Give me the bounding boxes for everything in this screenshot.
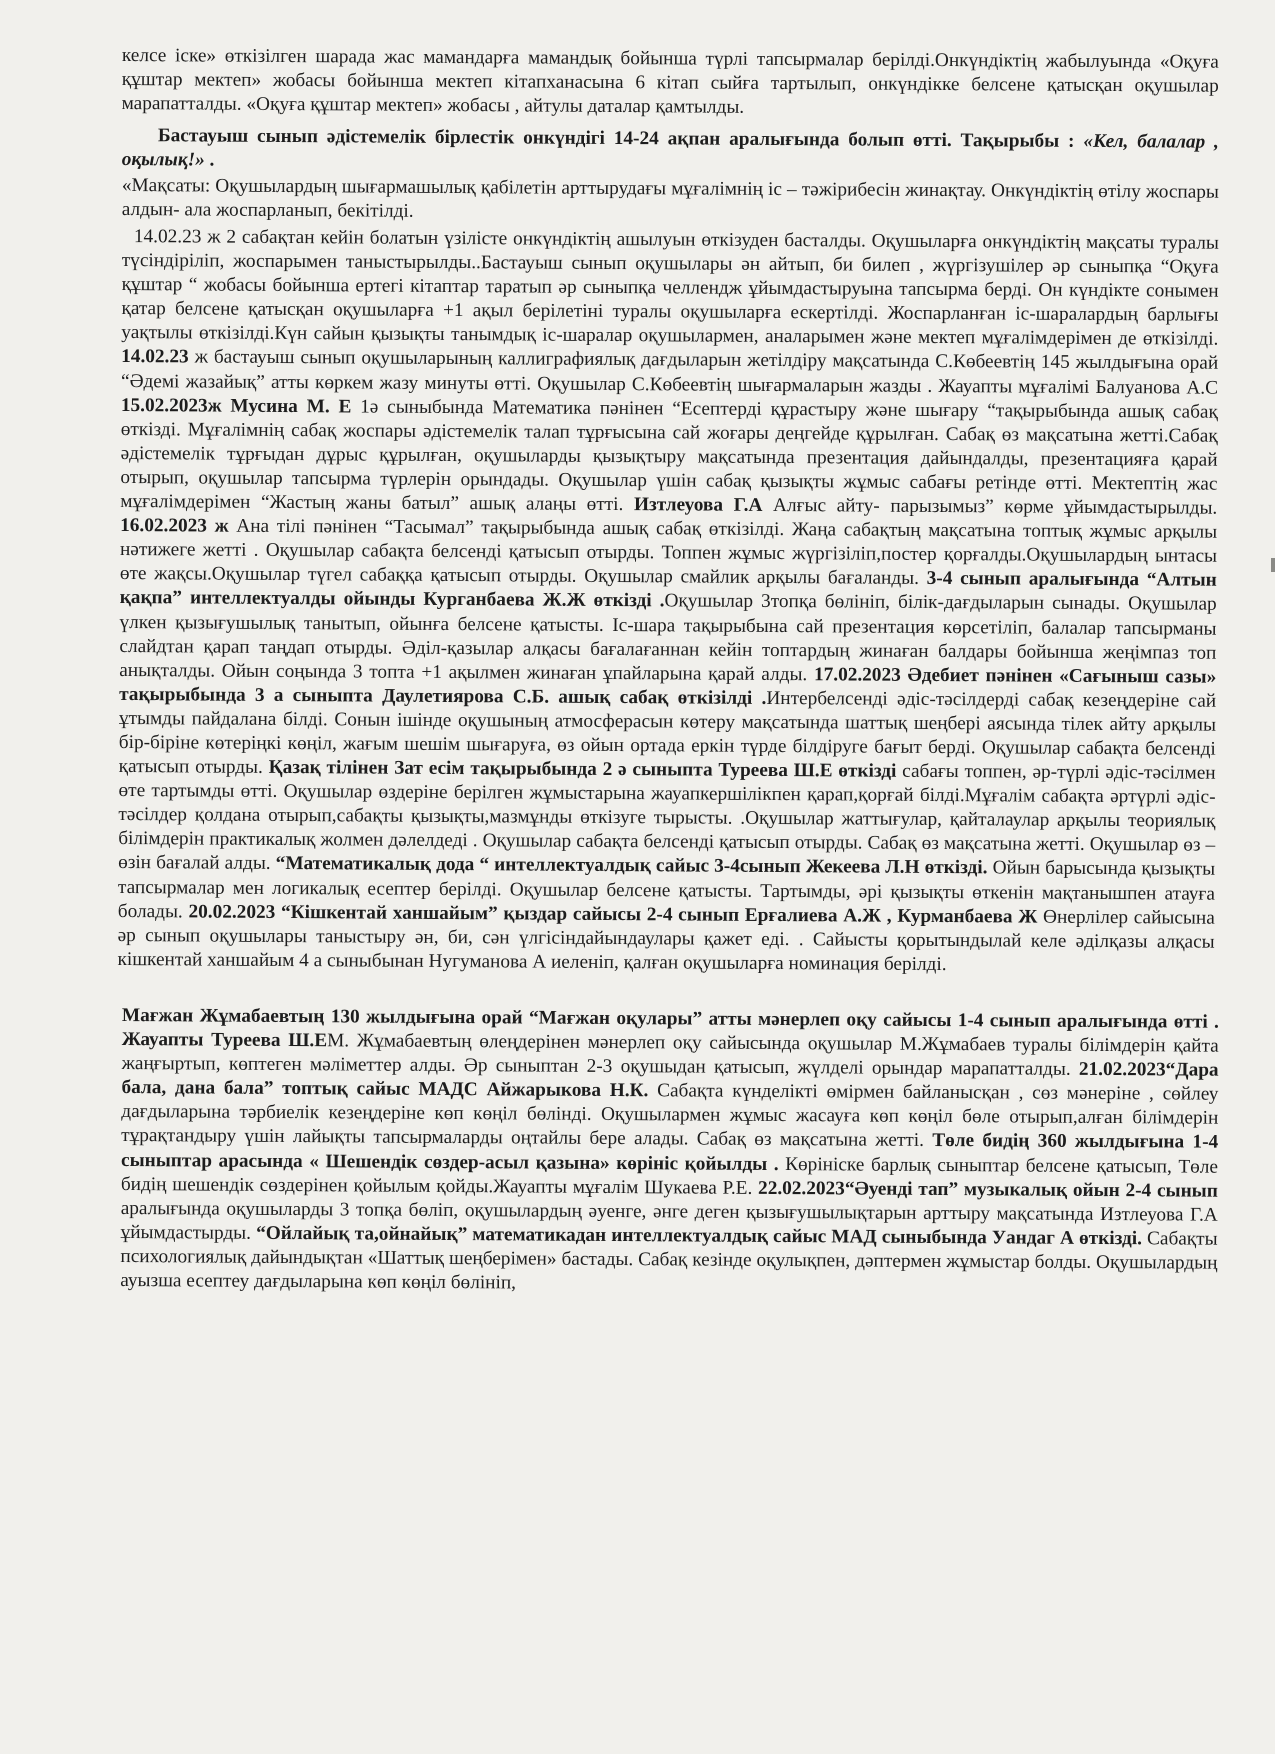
text-run: Ана тілі пәнінен “Тасымал” тақырыбында ашық сабақ өткізілді. Жаңа сабақтың мақсатына топтық жұмыс арқылы нәтижеге жетті . Оқушылар сабақта белсенді қатысып отырды. Топпен жұмыс жүргізіліп,постер қорғалды.Оқушылардың ынтасы өте жақсы.Оқушылар түгел сабаққа қатысып отырды. Оқушылар смайлик арқылы бағаланды. — [119, 515, 1218, 589]
text-run: аралығында оқушыларды 3 топқа бөліп, оқушылардың әуенге, әнге деген қызығушылықтарын арттыру мақсатында Изтлеуова Г.А ұйымдастырды. — [120, 1197, 1218, 1244]
text-run: 14.02.23 ж 2 сабақтан кейін болатын үзілісте онкүндіктің ашылуын өткізуден басталды. Оқушыларға онкүндіктің мақсаты туралы түсіндіріліп, жоспарымен таныстырылды..Бастауыш сынып оқушылары ән айтып, би билеп , жүргізушілер әр сыныпқа “Оқуға құштар “ жобасы бойынша ертегі кітаптар таратып әр сыныпқа челлендж ұйымдастыруына тапсырма берді. Он күндікте сонымен қатар белсене қатысқан оқушыларға +1 ақыл берілетіні туралы оқушыларға ескертілді. Жоспарланған іс-шаралардың барлығы уақтылы өткізілді.Күн сайын қызықты танымдық іс-шаралар оқушылармен, аналарымен және мектеп мұғалімдерімен де өткізілді. — [121, 225, 1219, 350]
bold-text-run: . — [204, 149, 215, 171]
text-run: Интербелсенді әдіс-тәсілдерді сабақ кезеңдеріне сай ұтымды пайдалана білді. Сонын ішінде оқушының атмосферасын көтеру мақсатында шаттық шеңбері аясында тілек айту арқылы бір-біріне көтеріңкі көңіл, жағым шешім шығаруға, өз ойын ортада еркін түрде білдіруге бағыт берді. Оқушылар сабақта белсенді қатысып отырды. — [118, 687, 1217, 778]
paragraph-closing-of-previous-week — [122, 44, 1219, 123]
text-run: Ойын барысында қызықты тапсырмалар мен логикалық есептер берілді. Оқушылар белсене қатысты. Тартымды, әрі қызықты өткенін мақтанышпен атауға болады. — [117, 857, 1216, 922]
paragraph-magzhan-readings-report — [120, 1004, 1219, 1300]
bold-text-run: 21.02.2023“Дара бала, дана бала” топтық сайыс МАДС Айжарыкова Н.К. — [121, 1058, 1219, 1102]
bold-text-run: Қазақ тілінен Зат есім тақырыбында 2 ә сыныпта Туреева Ш.Е өткізді — [268, 756, 897, 782]
bold-text-run: Бастауыш сынып әдістемелік бірлестік онкүндігі 14-24 ақпан аралығында болып өтті. Тақырыбы : — [157, 125, 1084, 153]
text-run: Көрініске барлық сыныптар белсене қатысып, Төле бидің шешендік сөздерінен қойылым қойды.Жауапты мұғалім Шукаева Р.Е. — [120, 1153, 1219, 1199]
bold-text-run: 17.02.2023 Әдебиет пәнінен «Сағыныш сазы» тақырыбында 3 а сыныпта Даулетиярова С.Б. ашық сабақ өткізілді . — [119, 663, 1217, 709]
paragraph-events-report — [117, 225, 1219, 979]
paragraph-goal — [122, 174, 1219, 229]
bold-text-run: 15.02.2023ж Мусина М. Е — [120, 394, 352, 417]
paragraph-primary-school-ten-days-heading — [122, 124, 1219, 179]
text-run: Сабақты психологиялық дайындықтан «Шаттық шеңберімен» бастады. Сабақ кезінде оқулықпен, дәптермен жұмыстар болды. Оқушылардың ауызша есептеу дағдыларына көп көңіл бөлініп, — [120, 1227, 1218, 1294]
bold-text-run: “Ойлайық та,ойнайық” математикадан интеллектуалдық сайыс МАД сыныбында Уандаг А өткізді. — [256, 1222, 1143, 1249]
text-run: сабағы топпен, әр-түрлі әдіс-тәсілмен өте тартымды өтті. Оқушылар өздеріне берілген жұмыстарына жауапкершілікпен қарап,қорғай білді.Мұғалім сабақта әртүрлі әдіс-тәсілдер қолдана отырып,сабақты қызықты,мазмұнды өткізуге тырысты. .Оқушылар жаттығулар, қайталаулар арқылы теориялық білімдерін практикалық жолмен дәлелдеді . Оқушылар сабақта белсенді қатысып отырды. Сабақ өз мақсатына жетті. Оқушылар өз –өзін бағалай алды. — [118, 760, 1216, 875]
bold-text-run: Төле бидің 360 жылдығына 1-4 сыныптар арасында « Шешендік сөздер-асыл қазына» көрініс қойылды . — [120, 1129, 1219, 1175]
bold-text-run: 22.02.2023“Әуенді тап” музыкалық ойын 2-4 сынып — [758, 1177, 1218, 1201]
text-run: ж бастауыш сынып оқушыларының каллиграфиялық дағдыларын жетілдіру мақсатында С.Көбеевтің 145 жылдығына орай “Әдемі жазайық” атты көркем жазу минуты өтті. Оқушылар С.Көбеевтің шығармаларын жазды . Жауапты мұғалімі Балуанова А.С — [120, 346, 1219, 398]
bold-text-run: 20.02.2023 “Кішкентай ханшайым” қыздар сайысы 2-4 сынып Ерғалиева А.Ж , Курманбаева Ж — [188, 900, 1038, 927]
text-run: Сабақта күнделікті өмірмен байланысқан , сөз мәнеріне , сөйлеу дағдыларына тәрбиелік кезеңдеріне көп көңіл бөлінді. Оқушылармен жұмыс жасауға көп көңіл бөле отырып,алған білімдерін тұрақтандыру үшін лайықты тапсырмаларды оңтайлы бере алады. Сабақ өз мақсатына жетті. — [121, 1080, 1219, 1151]
text-run: М. Жұмабаевтың өлеңдерінен мәнерлеп оқу сайысында оқушылар М.Жұмабаев туралы білімдерін қайта жаңғыртып, көптеген мәліметтер алды. Әр сыныптан 2-3 оқушыдан қатысып, жүлделі орындар марапатталды. — [121, 1029, 1219, 1080]
bold-text-run: Изтлеуова Г.А — [633, 493, 763, 516]
text-run: Алғыс айту- парызымыз” көрме ұйымдастырылды. — [762, 494, 1218, 519]
bold-text-run: 3-4 сынып аралығында “Алтын қақпа” интеллектуалды ойынды Курганбаева Ж.Ж өткізді . — [119, 567, 1217, 612]
text-run: Оқушылар 3топқа бөлініп, білік-дағдыларын сынады. Оқушылар үлкен қызығушылық танытып, ойынға белсене қатысты. Іс-шара тақырыбына сай презентация көрсетіліп, балалар тапсырманы слайдтан қарап таңдап отырды. Әділ-қазылар алқасы бағалағаннан кейін топтардың жинаған балдары бойынша жеңімпаз топ анықталды. Ойын соңында 3 топта +1 ақылмен жинаған ұпайларына қарай алды. — [119, 590, 1217, 685]
text-run: 1ә сыныбында Математика пәнінен “Есептерді құрастыру және шығару “тақырыбында ашық сабақ өткізді. Мұғалімнің сабақ жоспары әдістемелік талап тұрғысына сай жоғары деңгейде құрылған. Сабақ өз мақсатына жетті.Сабақ әдістемелік тұрғыдан дұрыс құрылған, оқушыларды қызықтыру мақсатында презентация дайындалды, презентацияға қарай отырып, оқушылар тапсырма түрлерін орындады. Оқушылар үшін сабақ қызықты жұмыс сабағы ретінде өтті. Мектептің жас мұғалімдерімен “Жастың жаны батыл” ашық алаңы өтті. — [120, 395, 1218, 515]
scan-edge-mark — [1271, 558, 1275, 572]
text-run: келсе іске» өткізілген шарада жас мамандарға мамандық бойынша түрлі тапсырмалар берілді.Онкүндіктің жабылуында «Оқуға құштар мектеп» жобасы бойынша мектеп кітапханасына 6 кітап сыйға тартылып, онкүндікке белсене қатысқан оқушылар марапатталды. «Оқуға құштар мектеп» жобасы , айтулы даталар қамтылды. — [121, 44, 1219, 118]
bold-text-run: 16.02.2023 ж — [120, 514, 229, 537]
bold-text-run: «Кел, балалар , оқылық!» — [121, 131, 1219, 171]
bold-text-run: Мағжан Жұмабаевтың 130 жылдығына орай “Мағжан оқулары” атты мәнерлеп оқу сайысы 1-4 сынып аралығында өтті . Жауапты Туреева Ш.Е — [121, 1004, 1219, 1051]
bold-text-run: 14.02.23 — [121, 346, 189, 368]
bold-text-run: “Математикалық дода “ интеллектуалдық сайыс 3-4сынып Жекеева Л.Н өткізді. — [275, 853, 988, 879]
text-run: Өнерлілер сайысына әр сынып оқушылары таныстыру ән, би, сән үлгісіндайындаулары қажет еді. . Сайысты қорытындылай келе әділқазы алқасы кішкентай ханшайым 4 а сыныбынан Нугуманова А иеленіп, қалған оқушыларға номинация берілді. — [117, 905, 1215, 975]
text-run: «Мақсаты: Оқушылардың шығармашылық қабілетін арттырудағы мұғалімнің іс – тәжірибесін жинақтау. Онкүндіктің өтілу жоспары алдын- ала жоспарланып, бекітілді. — [121, 175, 1219, 223]
